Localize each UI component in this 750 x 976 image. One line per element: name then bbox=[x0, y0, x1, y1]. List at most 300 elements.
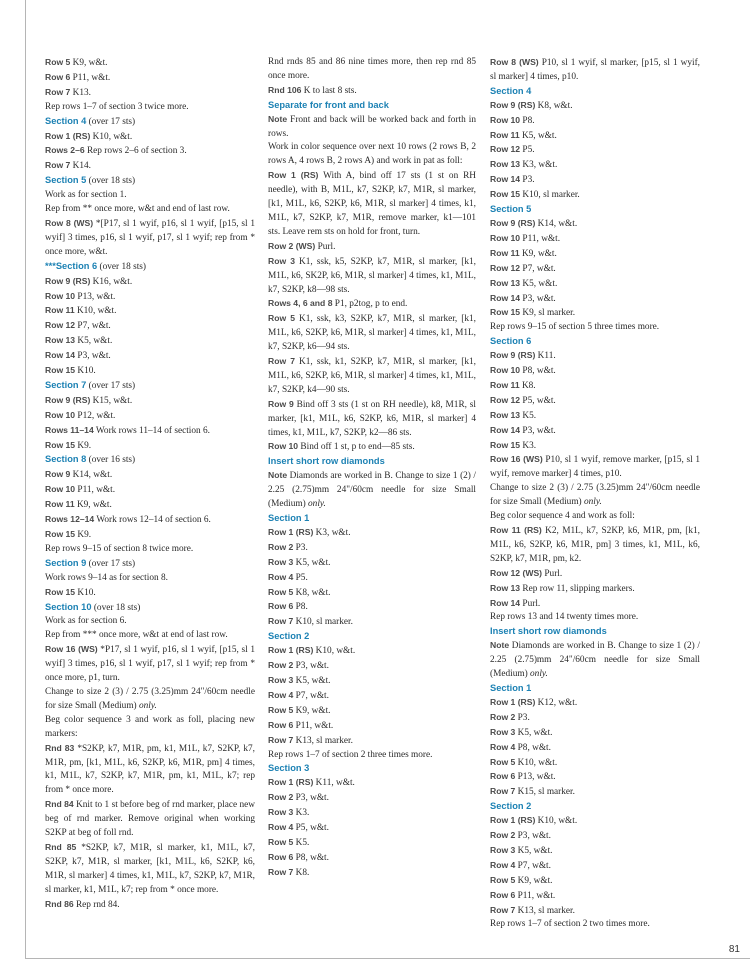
pattern-line bbox=[268, 586, 476, 601]
row-instruction: P11, w&t. bbox=[515, 890, 556, 901]
pattern-line bbox=[45, 159, 255, 174]
pattern-line bbox=[45, 217, 255, 260]
pattern-line bbox=[268, 659, 476, 674]
text-column-2 bbox=[268, 56, 476, 881]
row-instruction: K10, w&t. bbox=[515, 757, 558, 768]
row-instruction: P8, w&t. bbox=[293, 852, 329, 863]
row-instruction: K3, w&t. bbox=[313, 527, 351, 538]
section-heading bbox=[490, 85, 700, 99]
row-label: Row 9 (RS) bbox=[45, 394, 91, 405]
row-instruction: P13, w&t. bbox=[515, 772, 556, 783]
row-label: Row 4 bbox=[490, 859, 516, 870]
row-label: Row 15 bbox=[490, 189, 521, 200]
row-label: Row 4 bbox=[268, 689, 294, 700]
row-label: Row 3 bbox=[268, 255, 296, 266]
row-label: Row 14 bbox=[45, 350, 76, 361]
pattern-line bbox=[268, 56, 476, 84]
pattern-line bbox=[45, 439, 255, 454]
heading-text: ***Section 6 bbox=[45, 260, 98, 271]
row-instruction: Beg color sequence 3 and work as foll, placing new markers: bbox=[45, 714, 255, 739]
row-instruction: K8. bbox=[519, 380, 536, 391]
row-instruction: K11, w&t. bbox=[313, 778, 355, 789]
row-label: Row 16 (WS) bbox=[45, 644, 98, 655]
row-instruction: Rnd rnds 85 and 86 nine times more, then rep rnd 85 once more. bbox=[268, 57, 476, 81]
heading-text: Section 4 bbox=[45, 115, 87, 126]
row-label: Rows 12–14 bbox=[45, 514, 95, 525]
row-instruction: K to last 8 sts. bbox=[301, 85, 357, 96]
row-label: Row 3 bbox=[490, 726, 516, 737]
pattern-line bbox=[490, 129, 700, 144]
row-instruction: K9, w&t. bbox=[70, 58, 108, 68]
pattern-line bbox=[268, 866, 476, 881]
row-label: Row 1 (RS) bbox=[490, 696, 536, 707]
heading-text: Section 4 bbox=[490, 85, 532, 96]
pattern-line bbox=[45, 498, 255, 513]
row-label: Row 12 bbox=[490, 262, 521, 273]
row-instruction: K8, w&t. bbox=[293, 587, 331, 598]
row-instruction: With A, bind off 17 sts (1 st on RH needle), with B, M1L, k7, S2KP, k7, M1R, sl marker, [k1, M1L, k6, S2KP, k6, M1R, sl marker] 4 times, k1, M1L, k7, S2KP, k7, M1R, remove marker, k1—101 sts. Leave rem sts on hold for front, turn. bbox=[268, 171, 476, 237]
section-heading bbox=[268, 512, 476, 526]
pattern-line bbox=[490, 114, 700, 129]
row-instruction: Purl. bbox=[315, 241, 336, 252]
row-label: Row 5 bbox=[268, 313, 296, 324]
row-label: Row 6 bbox=[268, 851, 294, 862]
row-label: Row 12 bbox=[45, 320, 76, 331]
pattern-line bbox=[45, 304, 255, 319]
row-instruction: P8, w&t. bbox=[515, 742, 551, 753]
pattern-line bbox=[45, 101, 255, 115]
row-instruction: P11, w&t. bbox=[293, 720, 334, 731]
pattern-line bbox=[268, 355, 476, 398]
row-label: Row 4 bbox=[268, 571, 294, 582]
section-heading bbox=[268, 99, 476, 113]
pattern-line bbox=[45, 643, 255, 686]
heading-note: (over 16 sts) bbox=[86, 455, 136, 466]
pattern-line bbox=[490, 158, 700, 173]
heading-text: Section 1 bbox=[268, 513, 310, 523]
row-instruction: *P17, sl 1 wyif, p16, sl 1 wyif, [p15, sl 1 wyif] 3 times, p16, sl 1 wyif, p17, sl 1 wyif; rep from * once more, p1, turn. bbox=[45, 645, 256, 684]
pattern-line bbox=[45, 334, 255, 349]
pattern-line bbox=[490, 814, 700, 829]
row-label: Row 11 bbox=[490, 247, 520, 258]
row-instruction: Rep rows 1–7 of section 2 two times more. bbox=[490, 919, 650, 930]
pattern-line bbox=[490, 321, 700, 335]
heading-text: Section 2 bbox=[490, 801, 532, 812]
row-label: Row 2 bbox=[268, 660, 294, 671]
row-instruction: K8. bbox=[293, 867, 310, 878]
row-label: Row 14 bbox=[490, 597, 521, 608]
pattern-line bbox=[490, 726, 700, 741]
pattern-line bbox=[45, 394, 255, 409]
pattern-line bbox=[490, 482, 700, 510]
row-instruction: K9, sl marker. bbox=[520, 308, 576, 319]
row-label: Row 13 bbox=[490, 409, 521, 420]
row-instruction: P3, w&t. bbox=[293, 661, 329, 672]
row-instruction: P11, w&t. bbox=[75, 485, 116, 496]
heading-text: Section 8 bbox=[45, 454, 87, 465]
row-instruction: P1, p2tog, p to end. bbox=[332, 299, 408, 310]
pattern-line bbox=[268, 169, 476, 240]
row-instruction: P8. bbox=[293, 602, 308, 613]
row-label: Row 14 bbox=[490, 292, 521, 303]
row-label: Row 3 bbox=[268, 556, 294, 567]
row-label: Row 9 (RS) bbox=[490, 350, 536, 361]
row-label: Row 15 bbox=[45, 439, 76, 450]
pattern-line bbox=[490, 292, 700, 307]
pattern-line bbox=[268, 749, 476, 763]
pattern-line bbox=[490, 889, 700, 904]
row-instruction: Work rows 12–14 of section 6. bbox=[94, 515, 211, 526]
pattern-line bbox=[490, 277, 700, 292]
pattern-line bbox=[45, 424, 255, 439]
pattern-line bbox=[490, 844, 700, 859]
pattern-line bbox=[490, 696, 700, 711]
row-label: Row 7 bbox=[45, 160, 71, 171]
row-label: Row 11 (RS) bbox=[490, 525, 542, 535]
row-instruction: P5, w&t. bbox=[293, 823, 329, 834]
row-label: Row 15 bbox=[45, 365, 76, 376]
pattern-line bbox=[268, 571, 476, 586]
row-label: Row 10 bbox=[490, 365, 521, 376]
row-instruction: K5, w&t. bbox=[293, 557, 331, 568]
row-instruction: Work rows 9–14 as for section 8. bbox=[45, 572, 168, 583]
row-instruction: K5, w&t. bbox=[75, 336, 113, 347]
row-instruction: K5, w&t. bbox=[293, 675, 331, 686]
pattern-line bbox=[490, 262, 700, 277]
pattern-line bbox=[268, 719, 476, 734]
row-label: Rnd 85 bbox=[45, 841, 77, 852]
pattern-line bbox=[268, 312, 476, 355]
pattern-line bbox=[45, 686, 255, 714]
row-label: Row 3 bbox=[268, 674, 294, 685]
row-label: Row 10 bbox=[268, 441, 299, 452]
row-instruction: P8, w&t. bbox=[520, 366, 556, 377]
row-instruction: P7, w&t. bbox=[520, 263, 556, 274]
row-label: Rows 11–14 bbox=[45, 424, 94, 435]
row-label: Row 10 bbox=[45, 290, 76, 301]
row-label: Row 2 bbox=[490, 830, 516, 841]
row-label: Row 6 bbox=[490, 771, 516, 782]
row-instruction: K10, w&t. bbox=[313, 646, 356, 657]
row-label: Row 4 bbox=[268, 822, 294, 833]
section-heading bbox=[45, 601, 255, 616]
row-instruction: Diamonds are worked in B. Change to size 1 (2) / 2.25 (2.75)mm 24"/60cm needle for size Small (Medium) bbox=[268, 471, 476, 510]
row-label: Row 6 bbox=[268, 601, 294, 612]
pattern-line bbox=[490, 394, 700, 409]
row-instruction: P10, sl 1 wyif, remove marker, [p15, sl 1 wyif, remove marker] 4 times, p10. bbox=[490, 455, 701, 480]
row-label: Row 10 bbox=[490, 232, 521, 243]
row-label: Row 7 bbox=[268, 866, 294, 877]
pattern-line bbox=[268, 851, 476, 866]
heading-text: Insert short row diamonds bbox=[490, 626, 607, 637]
row-label: Row 7 bbox=[490, 786, 516, 797]
row-instruction: Beg color sequence 4 and work as foll: bbox=[490, 511, 635, 522]
row-instruction: *S2KP, k7, M1R, pm, k1, M1L, k7, S2KP, k7, M1R, pm, [k1, M1L, k6, S2KP, k6, M1R, pm] 4 times, k1, M1L, k7, S2KP, k7, M1R, pm, k1, M1L, k7; rep from * once more. bbox=[45, 743, 255, 796]
pattern-line bbox=[490, 567, 700, 582]
row-label: Row 10 bbox=[45, 484, 76, 495]
row-label: Row 6 bbox=[268, 719, 294, 730]
row-label: Row 10 bbox=[45, 409, 76, 420]
row-instruction: Work as for section 6. bbox=[45, 616, 127, 627]
row-instruction: K5. bbox=[293, 837, 310, 848]
row-instruction: K15, sl marker. bbox=[515, 787, 575, 798]
pattern-line bbox=[490, 611, 700, 625]
row-instruction: P3, w&t. bbox=[293, 793, 329, 804]
row-instruction: K10, w&t. bbox=[535, 816, 578, 827]
row-label: Row 5 bbox=[268, 836, 294, 847]
row-label: Row 15 bbox=[45, 529, 76, 539]
emphasis-text: only. bbox=[138, 700, 157, 711]
row-instruction: Work as for section 1. bbox=[45, 190, 127, 201]
row-label: Row 13 bbox=[490, 582, 521, 593]
pattern-line bbox=[268, 806, 476, 821]
section-heading bbox=[268, 630, 476, 644]
pattern-line bbox=[490, 859, 700, 874]
row-instruction: K5. bbox=[520, 410, 537, 421]
row-label: Rnd 86 bbox=[45, 898, 74, 909]
pattern-line bbox=[490, 453, 700, 482]
pattern-line bbox=[490, 524, 700, 567]
row-instruction: K3. bbox=[520, 440, 537, 451]
pattern-line bbox=[45, 586, 255, 601]
row-label: Row 15 bbox=[490, 307, 521, 318]
pattern-line bbox=[268, 615, 476, 630]
row-instruction: K9. bbox=[75, 530, 92, 540]
row-label: Row 12 bbox=[490, 144, 521, 155]
heading-text: Section 1 bbox=[490, 682, 532, 693]
row-label: Row 4 bbox=[490, 741, 516, 752]
row-label: Row 11 bbox=[45, 305, 75, 316]
heading-text: Section 6 bbox=[490, 336, 532, 347]
row-label: Row 9 bbox=[268, 398, 294, 409]
row-instruction: Front and back will be worked back and forth in rows. bbox=[268, 114, 476, 139]
row-label: Row 3 bbox=[490, 844, 516, 855]
row-label: Row 7 bbox=[45, 86, 71, 97]
pattern-line bbox=[490, 741, 700, 756]
row-instruction: *S2KP, k7, M1R, sl marker, k1, M1L, k7, S2KP, k7, M1R, sl marker, [k1, M1L, k6, S2KP, k6, M1R, sl marker] 4 times, k1, M1L, k7, S2KP, k7, M1R, sl marker, k1, M1L, k7; rep from * once more. bbox=[45, 842, 255, 895]
pattern-line bbox=[490, 756, 700, 771]
pattern-line bbox=[490, 306, 700, 321]
pattern-line bbox=[45, 798, 255, 841]
heading-text: Section 10 bbox=[45, 601, 92, 612]
heading-note: (over 17 sts) bbox=[86, 380, 136, 391]
row-instruction: K12, w&t. bbox=[535, 697, 578, 708]
row-instruction: Change to size 2 (3) / 2.75 (3.25)mm 24"/60cm needle for size Small (Medium) bbox=[490, 483, 700, 508]
pattern-line bbox=[45, 86, 255, 101]
row-instruction: P7, w&t. bbox=[75, 321, 111, 332]
pattern-line bbox=[490, 349, 700, 364]
row-instruction: P7, w&t. bbox=[515, 860, 551, 871]
row-instruction: Change to size 2 (3) / 2.75 (3.25)mm 24"/60cm needle for size Small (Medium) bbox=[45, 686, 255, 711]
row-instruction: K2, M1L, k7, S2KP, k6, M1R, pm, [k1, M1L, k6, S2KP, k6, M1R, pm] 3 times, k1, M1L, k6, S2KP, k7, M1R, pm, k2. bbox=[490, 526, 700, 564]
row-instruction: K1, ssk, k5, S2KP, k7, M1R, sl marker, [k1, M1L, k6, SK2P, k6, M1R, sl marker] 4 times, k1, M1L, k7, S2KP, k8—98 sts. bbox=[268, 256, 477, 295]
heading-text: Section 5 bbox=[490, 204, 532, 215]
row-label: Row 9 (RS) bbox=[45, 275, 91, 286]
pattern-line bbox=[268, 704, 476, 719]
row-instruction: K13, sl marker. bbox=[515, 905, 575, 916]
row-label: Rows 2–6 bbox=[45, 145, 85, 156]
row-instruction: Purl. bbox=[542, 568, 563, 579]
text-column-1 bbox=[45, 56, 255, 912]
pattern-line bbox=[490, 711, 700, 726]
row-instruction: P5. bbox=[293, 572, 308, 583]
pattern-line bbox=[268, 141, 476, 169]
row-instruction: K5, w&t. bbox=[515, 845, 553, 856]
section-heading bbox=[45, 115, 255, 130]
row-instruction: K5, w&t. bbox=[520, 278, 558, 289]
pattern-line bbox=[268, 440, 476, 455]
row-label: Row 11 bbox=[490, 379, 520, 390]
pattern-line bbox=[490, 247, 700, 262]
row-label: Rnd 106 bbox=[268, 84, 302, 95]
row-instruction: P7, w&t. bbox=[293, 690, 329, 701]
row-label: Rows 4, 6 and 8 bbox=[268, 298, 333, 309]
row-label: Row 6 bbox=[45, 71, 71, 82]
section-heading bbox=[490, 203, 700, 217]
pattern-line bbox=[45, 364, 255, 379]
pattern-line bbox=[490, 829, 700, 844]
pattern-line bbox=[45, 513, 255, 528]
row-label: Row 7 bbox=[268, 356, 296, 367]
pattern-line bbox=[268, 791, 476, 806]
pattern-line bbox=[268, 526, 476, 541]
row-label: Row 9 (RS) bbox=[490, 217, 536, 228]
pattern-line bbox=[45, 543, 255, 557]
section-heading bbox=[268, 762, 476, 776]
pattern-line bbox=[268, 644, 476, 659]
pattern-line bbox=[45, 841, 255, 898]
row-instruction: Bind off 1 st, p to end—85 sts. bbox=[298, 442, 415, 453]
row-instruction: K9, w&t. bbox=[515, 875, 553, 886]
pattern-line bbox=[45, 483, 255, 498]
row-instruction: K9. bbox=[75, 440, 92, 451]
pattern-line bbox=[45, 275, 255, 290]
pattern-line bbox=[268, 600, 476, 615]
page-number: 81 bbox=[728, 944, 740, 955]
pattern-line bbox=[268, 541, 476, 556]
pattern-line bbox=[268, 297, 476, 312]
row-instruction: K16, w&t. bbox=[90, 276, 133, 287]
row-label: Row 1 (RS) bbox=[268, 645, 314, 656]
pattern-line bbox=[45, 130, 255, 145]
row-instruction: P3. bbox=[520, 175, 535, 186]
row-instruction: K10. bbox=[75, 366, 96, 377]
row-label: Row 5 bbox=[45, 57, 71, 67]
row-instruction: K10, w&t. bbox=[90, 131, 133, 142]
pattern-line bbox=[45, 144, 255, 159]
row-label: Row 7 bbox=[268, 616, 294, 627]
row-label: Row 12 bbox=[490, 394, 521, 405]
pattern-line bbox=[45, 71, 255, 86]
pattern-line bbox=[45, 572, 255, 586]
row-instruction: Rep rows 9–15 of section 8 twice more. bbox=[45, 543, 194, 554]
row-label: Row 5 bbox=[490, 756, 516, 767]
row-instruction: K3, w&t. bbox=[520, 160, 558, 171]
row-instruction: P12, w&t. bbox=[75, 410, 116, 421]
heading-note: (over 18 sts) bbox=[86, 176, 136, 187]
row-instruction: Rep from ** once more, w&t and end of last row. bbox=[45, 204, 230, 215]
section-heading bbox=[490, 625, 700, 639]
row-instruction: P3, w&t. bbox=[520, 293, 556, 304]
pattern-line bbox=[268, 821, 476, 836]
row-label: Row 9 bbox=[45, 469, 71, 480]
pattern-line bbox=[45, 203, 255, 217]
pattern-line bbox=[45, 319, 255, 334]
row-label: Row 16 (WS) bbox=[490, 454, 543, 465]
heading-note: (over 18 sts) bbox=[91, 602, 141, 613]
row-label: Row 11 bbox=[490, 129, 520, 140]
emphasis-text: only. bbox=[530, 669, 548, 680]
row-instruction: Rep rows 1–7 of section 2 three times more. bbox=[268, 749, 433, 760]
heading-note: (over 17 sts) bbox=[86, 558, 136, 569]
pattern-line bbox=[268, 689, 476, 704]
row-instruction: K3. bbox=[293, 808, 310, 819]
row-instruction: K13. bbox=[70, 87, 91, 98]
text-column-3 bbox=[490, 56, 700, 932]
heading-text: Section 9 bbox=[45, 557, 87, 568]
pattern-line bbox=[490, 874, 700, 889]
pattern-line bbox=[45, 629, 255, 643]
row-instruction: P3. bbox=[515, 712, 530, 723]
row-label: Row 9 (RS) bbox=[490, 99, 536, 110]
row-label: Row 2 bbox=[490, 711, 516, 722]
row-instruction: P3, w&t. bbox=[520, 425, 556, 436]
row-label: Row 10 bbox=[490, 114, 521, 125]
section-heading bbox=[490, 682, 700, 696]
section-heading bbox=[490, 335, 700, 349]
row-label: Row 2 bbox=[268, 541, 294, 552]
row-instruction: P11, w&t. bbox=[70, 72, 111, 83]
emphasis-text: only. bbox=[308, 499, 326, 510]
row-instruction: K9, w&t. bbox=[293, 705, 331, 716]
row-instruction: P13, w&t. bbox=[75, 291, 116, 302]
row-label: Row 5 bbox=[490, 874, 516, 885]
row-instruction: Rep rnd 84. bbox=[73, 899, 120, 910]
emphasis-text: only. bbox=[583, 497, 602, 508]
pattern-line bbox=[45, 898, 255, 913]
row-instruction: Rep rows 13 and 14 twenty times more. bbox=[490, 612, 639, 623]
section-heading bbox=[45, 174, 255, 189]
row-instruction: P3, w&t. bbox=[75, 351, 111, 362]
row-label: Row 1 (RS) bbox=[45, 130, 91, 141]
row-label: Row 2 bbox=[268, 792, 294, 803]
pattern-line bbox=[45, 290, 255, 305]
pattern-line bbox=[268, 734, 476, 749]
pattern-line bbox=[490, 56, 700, 85]
row-instruction: K1, ssk, k1, S2KP, k7, M1R, sl marker, [k1, M1L, k6, S2KP, k6, M1R, sl marker] 4 times, k1, M1L, k7, S2KP, k4—90 sts. bbox=[268, 357, 477, 395]
heading-text: Section 7 bbox=[45, 379, 87, 390]
row-label: Row 5 bbox=[268, 586, 294, 597]
row-instruction: Rep rows 1–7 of section 3 twice more. bbox=[45, 101, 189, 112]
row-label: Row 2 (WS) bbox=[268, 240, 316, 251]
row-instruction: P5, w&t. bbox=[520, 395, 556, 406]
row-instruction: K8, w&t. bbox=[535, 100, 573, 111]
row-instruction: Rep from *** once more, w&t at end of last row. bbox=[45, 630, 228, 641]
pattern-line bbox=[268, 255, 476, 298]
row-instruction: *[P17, sl 1 wyif, p16, sl 1 wyif, [p15, sl 1 wyif] 3 times, p16, sl 1 wyif, p17, sl 1 wyif; rep from * once more, w&t. bbox=[45, 218, 255, 257]
row-label: Row 13 bbox=[490, 277, 521, 288]
pattern-line bbox=[45, 189, 255, 203]
row-instruction: P3, w&t. bbox=[515, 831, 551, 842]
pattern-line bbox=[490, 582, 700, 597]
row-label: Row 15 bbox=[490, 439, 521, 450]
row-instruction: P3. bbox=[293, 542, 308, 553]
row-label: Row 1 (RS) bbox=[490, 815, 536, 826]
heading-text: Section 5 bbox=[45, 175, 87, 186]
pattern-line bbox=[490, 904, 700, 919]
pattern-line bbox=[268, 836, 476, 851]
pattern-line bbox=[45, 714, 255, 742]
